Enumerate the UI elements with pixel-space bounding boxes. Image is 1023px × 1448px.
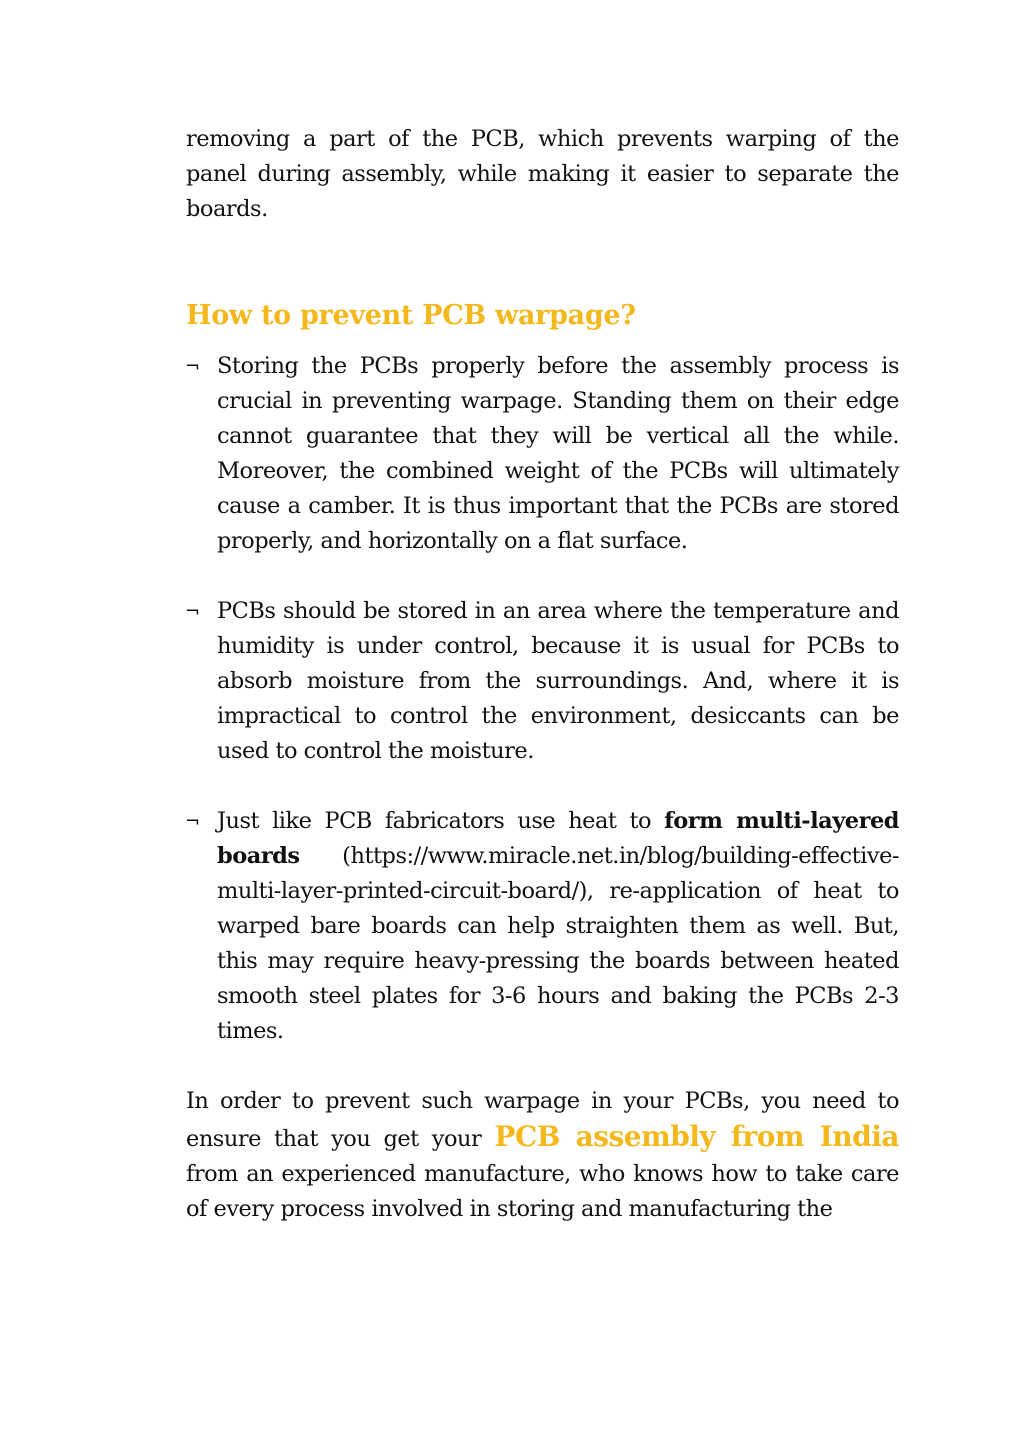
intro-paragraph: removing a part of the PCB, which prevents warping of the panel during assembly, while making it easier to separate the boards. — [186, 126, 899, 222]
bullet-text — [217, 804, 899, 1049]
bullet-text: PCBs should be stored in an area where the temperature and humidity is under control, because it is usual for PCBs to absorb moisture from the surroundings. And, where it is impractical to control the environment, desiccants can be used to control the moisture. — [217, 598, 899, 764]
closing-text-end: from an experienced manufacture, who knows how to take care of every process involved in storing and manufacturing the — [186, 1161, 899, 1222]
bullet-icon: ¬ — [185, 356, 200, 377]
blog-url-link[interactable]: (https://www.miracle.net.in/blog/building-effective-multi-layer-printed-circuit-board/), — [217, 843, 899, 904]
list-item — [186, 349, 899, 559]
closing-paragraph — [186, 1084, 899, 1227]
bullet-icon: ¬ — [185, 601, 200, 622]
list-item — [186, 594, 899, 769]
list-item — [186, 804, 899, 1049]
section-heading: How to prevent PCB warpage? — [186, 300, 636, 331]
document-content — [186, 122, 899, 1227]
bullet-icon: ¬ — [185, 811, 200, 832]
bullet-text: Storing the PCBs properly before the assembly process is crucial in preventing warpage. Standing them on their edge cannot guarantee that they will be vertical all the while. Moreover, the combined weight of the PCBs will ultimately cause a camber. It is thus important that the PCBs are stored properly, and horizontally on a flat surface. — [217, 353, 899, 554]
bullet-list — [186, 349, 899, 1049]
bullet-text-end: re-application of heat to warped bare boards can help straighten them as well. But, this may require heavy-pressing the boards between heated smooth steel plates for 3-6 hours and baking the PCBs 2-3 times. — [217, 878, 899, 1044]
bullet-text-start: Just like PCB fabricators use heat to — [217, 808, 665, 834]
closing-text-start: In order to prevent such warpage in your PCBs, you need to ensure that you get your — [186, 1088, 899, 1152]
pcb-assembly-india-link[interactable]: PCB assembly from India — [494, 1120, 899, 1153]
bold-link-phrase[interactable]: form multi-layered boards — [217, 808, 900, 869]
